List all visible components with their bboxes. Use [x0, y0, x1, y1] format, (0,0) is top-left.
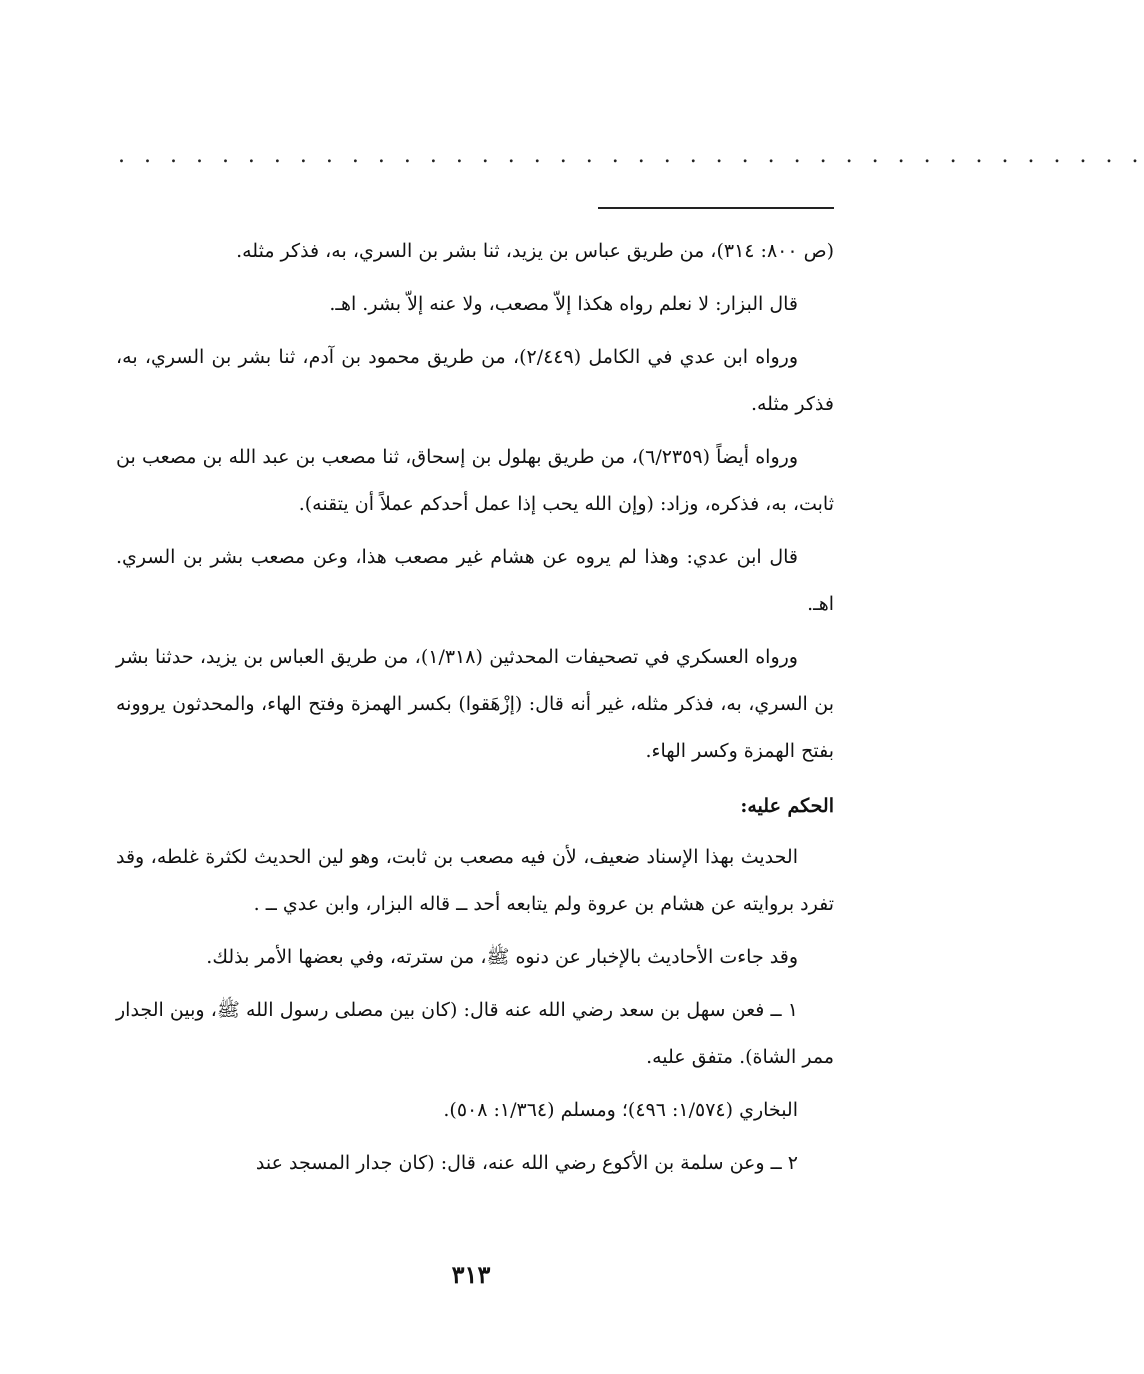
paragraph: قال البزار: لا نعلم رواه هكذا إلاّ مصعب، ولا عنه إلاّ بشر. اهـ.	[329, 293, 798, 315]
page-number: ٣١٣	[451, 1260, 491, 1289]
paragraph: ورواه ابن عدي في الكامل (٢/٤٤٩)، من طريق محمود بن آدم، ثنا بشر بن السري، به، فذكر مثله.	[116, 346, 834, 415]
paragraph: قال ابن عدي: وهذا لم يروه عن هشام غير مصعب هذا، وعن مصعب بشر بن السري. اهـ.	[116, 546, 834, 615]
paragraph: ورواه أيضاً (٦/٢٣٥٩)، من طريق بهلول بن إسحاق، ثنا مصعب بن عبد الله بن مصعب بن ثابت، به، فذكره، وزاد: (وإن الله يحب إذا عمل أحدكم عملاً أن يتقنه).	[116, 446, 834, 515]
paragraph: (ص ٨٠٠: ٣١٤)، من طريق عباس بن يزيد، ثنا بشر بن السري، به، فذكر مثله.	[236, 240, 834, 262]
separator-dots: . . . . . . . . . . . . . . . . . . . . . . . . . . . . . . . . . . . . . . . .	[118, 143, 1144, 168]
page-body	[116, 228, 834, 1193]
paragraph: وقد جاءت الأحاديث بالإخبار عن دنوه ﷺ، من سترته، وفي بعضها الأمر بذلك.	[206, 946, 798, 968]
footnote-rule	[598, 207, 834, 209]
paragraph: ورواه العسكري في تصحيفات المحدثين (١/٣١٨)، من طريق العباس بن يزيد، حدثنا بشر بن السري، به، فذكر مثله، غير أنه قال: (إزْهَقوا) بكسر الهمزة وفتح الهاء، والمحدثون يروونه بفتح الهمزة وكسر الهاء.	[116, 646, 834, 762]
paragraph: ٢ ــ وعن سلمة بن الأكوع رضي الله عنه، قال: (كان جدار المسجد عند	[255, 1152, 798, 1174]
paragraph: ١ ــ فعن سهل بن سعد رضي الله عنه قال: (كان بين مصلى رسول الله ﷺ، وبين الجدار ممر الشاة). متفق عليه.	[116, 999, 834, 1068]
paragraph: الحديث بهذا الإسناد ضعيف، لأن فيه مصعب بن ثابت، وهو لين الحديث لكثرة غلطه، وقد تفرد بروايته عن هشام بن عروة ولم يتابعه أحد ــ قاله البزار، وابن عدي ــ .	[116, 846, 834, 915]
paragraph: البخاري (١/٥٧٤: ٤٩٦)؛ ومسلم (١/٣٦٤: ٥٠٨).	[443, 1099, 798, 1121]
section-heading: الحكم عليه:	[740, 795, 834, 817]
